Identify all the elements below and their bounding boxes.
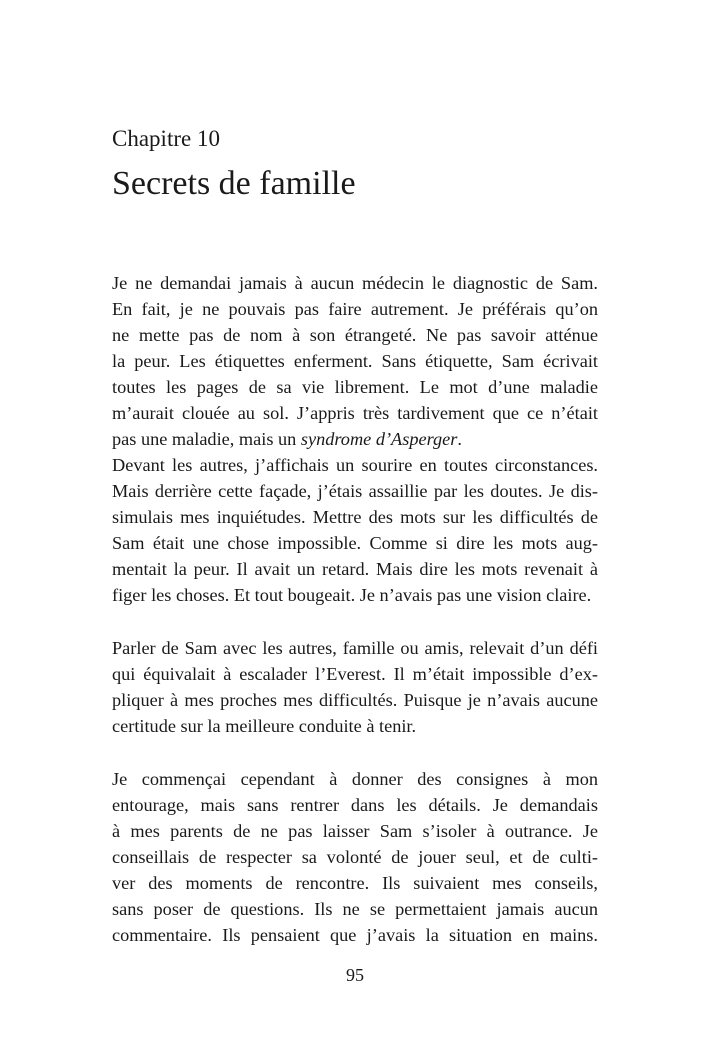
text-line: la peur. Les étiquettes enferment. Sans étiquette, Sam écrivait	[112, 351, 598, 371]
text-line: Sam était une chose impossible. Comme si dire les mots aug-	[112, 533, 598, 553]
text-line: Je ne demandai jamais à aucun médecin le diagnostic de Sam.	[112, 273, 598, 293]
chapter-body	[112, 270, 598, 948]
text-line: pliquer à mes proches mes difficultés. Puisque je n’avais aucune	[112, 690, 598, 710]
text-line: Mais derrière cette façade, j’étais assaillie par les doutes. Je dis-	[112, 481, 598, 501]
text-line: Devant les autres, j’affichais un sourire en toutes circonstances.	[112, 455, 598, 475]
paragraph-3	[112, 635, 598, 739]
page-number: 95	[346, 965, 364, 985]
text-line: toutes les pages de sa vie librement. Le mot d’une maladie	[112, 377, 598, 397]
text-line: qui équivalait à escalader l’Everest. Il m’était impossible d’ex-	[112, 664, 598, 684]
paragraph-2	[112, 452, 598, 608]
text-line: entourage, mais sans rentrer dans les détails. Je demandais	[112, 795, 598, 815]
text-line: commentaire. Ils pensaient que j’avais la situation en mains.	[112, 925, 598, 945]
text-run: pas une maladie, mais un	[112, 429, 301, 449]
emphasis-text: syndrome d’Asperger	[300, 429, 458, 449]
text-line: ne mette pas de nom à son étrangeté. Ne pas savoir atténue	[112, 325, 598, 345]
text-line: simulais mes inquiétudes. Mettre des mots sur les difficultés de	[112, 507, 598, 527]
chapter-title: Secrets de famille	[112, 165, 356, 202]
text-line: m’aurait clouée au sol. J’appris très tardivement que ce n’était	[112, 403, 598, 423]
text-line: Je commençai cependant à donner des consignes à mon	[112, 769, 598, 789]
text-line: Parler de Sam avec les autres, famille ou amis, relevait d’un défi	[112, 638, 598, 658]
text-line: à mes parents de ne pas laisser Sam s’isoler à outrance. Je	[112, 821, 598, 841]
text-line: ver des moments de rencontre. Ils suivaient mes conseils,	[112, 873, 598, 893]
text-line: certitude sur la meilleure conduite à tenir.	[112, 716, 417, 736]
book-page	[112, 0, 598, 1038]
text-run: .	[457, 429, 462, 449]
text-line: sans poser de questions. Ils ne se permettaient jamais aucun	[112, 899, 598, 919]
text-line: mentait la peur. Il avait un retard. Mais dire les mots revenait à	[112, 559, 598, 579]
text-line: figer les choses. Et tout bougeait. Je n’avais pas une vision claire.	[112, 585, 592, 605]
paragraph-4	[112, 766, 598, 948]
text-line	[112, 426, 598, 452]
paragraph-gap	[112, 608, 598, 635]
text-line: conseillais de respecter sa volonté de jouer seul, et de culti-	[112, 847, 598, 867]
paragraph-1	[112, 270, 598, 452]
text-line: En fait, je ne pouvais pas faire autrement. Je préférais qu’on	[112, 299, 598, 319]
paragraph-gap	[112, 739, 598, 766]
chapter-number: Chapitre 10	[112, 126, 220, 151]
